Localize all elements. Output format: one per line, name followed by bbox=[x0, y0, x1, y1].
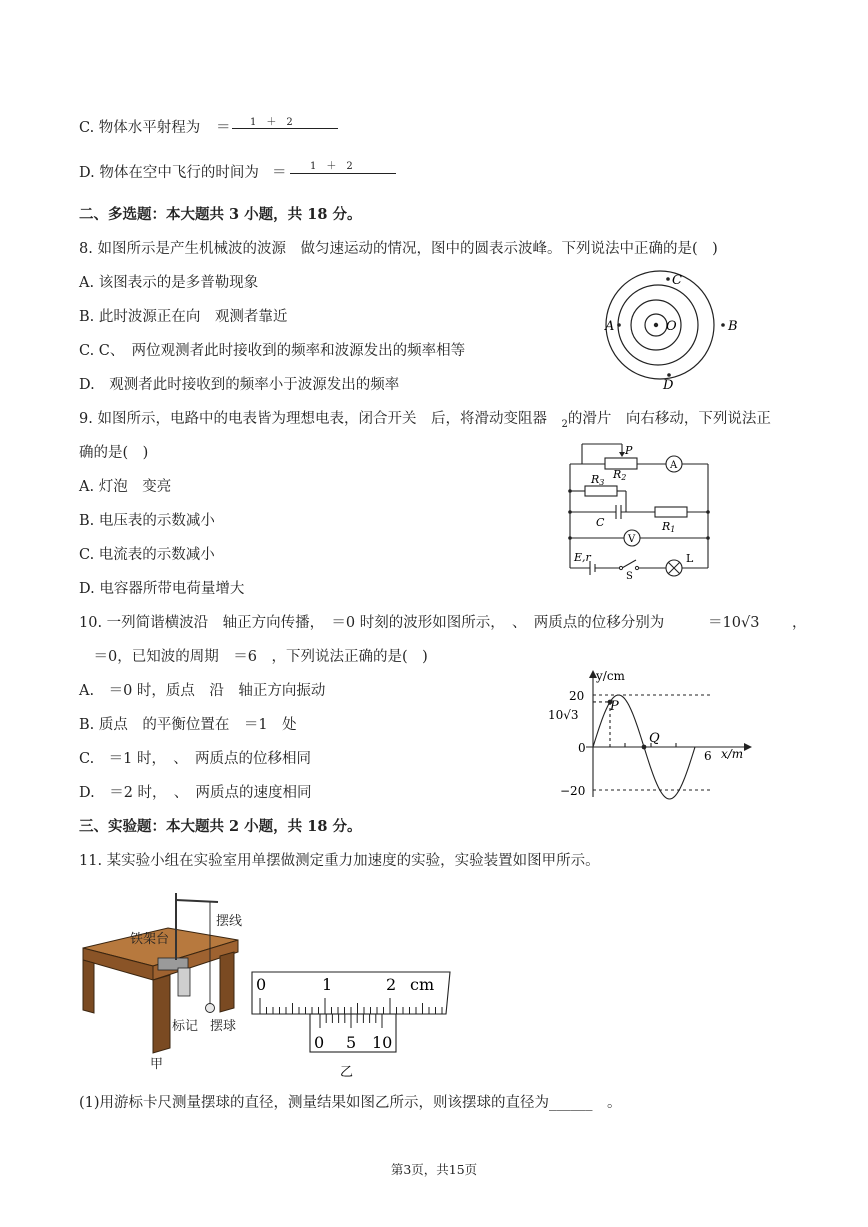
label-p: P bbox=[610, 699, 619, 714]
point-q bbox=[642, 745, 647, 750]
label-mark: 标记 bbox=[172, 1019, 199, 1034]
q10-option-a: A. ＝0 时，质点 沿 轴正方向振动 bbox=[79, 683, 326, 699]
observer-a-dot bbox=[617, 323, 621, 327]
page-footer: 第3页，共15页 bbox=[390, 1162, 478, 1177]
label-stand: 铁架台 bbox=[130, 932, 170, 947]
q9-option-b: B. 电压表的示数减小 bbox=[79, 513, 215, 529]
y-tick-minus20: −20 bbox=[560, 784, 586, 798]
vernier-label-0: 0 bbox=[314, 1033, 325, 1052]
q10-stem-line2: ＝0，已知波的周期 ＝6 ，下列说法正确的是( ) bbox=[79, 649, 428, 665]
q11-sub1-blank[interactable]: ______ bbox=[549, 1095, 593, 1111]
observer-c-dot bbox=[666, 277, 670, 281]
clamp-block bbox=[178, 968, 190, 996]
q8-option-a: A. 该图表示的是多普勒现象 bbox=[79, 275, 259, 291]
label-s: S bbox=[626, 571, 633, 580]
q11-figure-jia bbox=[78, 888, 253, 1078]
q11-sub1-text: (1)用游标卡尺测量摆球的直径，测量结果如图乙所示，则该摆球的直径为 bbox=[79, 1095, 550, 1111]
label-r1: R1 bbox=[662, 520, 676, 534]
pendulum-ball bbox=[206, 1004, 215, 1013]
q9-stem-line2: 确的是( ) bbox=[79, 445, 149, 461]
y-tick-10root3: 10√3 bbox=[548, 708, 579, 722]
label-o: O bbox=[666, 319, 677, 334]
voltmeter-label: V bbox=[628, 534, 636, 545]
resistor-r1 bbox=[655, 507, 687, 517]
vernier-label-10: 10 bbox=[372, 1033, 393, 1052]
label-d: D bbox=[663, 378, 674, 393]
q10-option-c: C. ＝1 时， 、 两质点的位移相同 bbox=[79, 751, 312, 767]
source-o-dot bbox=[654, 323, 658, 327]
label-p: P bbox=[625, 444, 633, 457]
label-r3: R3 bbox=[591, 473, 605, 487]
q7-option-d-eq: ＝ bbox=[272, 165, 287, 181]
q7-option-d: D. 物体在空中飞行的时间为 bbox=[79, 165, 259, 181]
table-leg-front bbox=[153, 975, 170, 1053]
q7-option-c-fraction-bar bbox=[232, 128, 338, 129]
q9-circuit-figure bbox=[560, 438, 720, 580]
switch-s bbox=[622, 560, 636, 568]
label-r2: R2 bbox=[613, 468, 627, 482]
section-3-heading: 三、实验题：本大题共 2 小题，共 18 分。 bbox=[79, 818, 362, 835]
ammeter-label: A bbox=[670, 460, 678, 471]
x-tick-6: 6 bbox=[704, 749, 712, 763]
q9-stem-subscript: 2 bbox=[561, 418, 568, 430]
q10-stem-line1: 10. 一列简谐横波沿 轴正方向传播， ＝0 时刻的波形如图所示， 、 两质点的位移分别为 bbox=[79, 615, 665, 631]
q7-option-c-eq: ＝ bbox=[216, 120, 231, 136]
caption-jia: 甲 bbox=[150, 1057, 164, 1072]
q10-option-d: D. ＝2 时， 、 两质点的速度相同 bbox=[79, 785, 312, 801]
y-axis-label: y/cm bbox=[596, 669, 625, 683]
stand-arm bbox=[176, 900, 218, 902]
q7-option-d-fraction-bar bbox=[290, 173, 396, 174]
label-er: E,r bbox=[574, 551, 591, 564]
q8-option-b: B. 此时波源正在向 观测者靠近 bbox=[79, 309, 288, 325]
q11-figure-yi-vernier bbox=[248, 968, 458, 1080]
label-ball: 摆球 bbox=[210, 1019, 237, 1034]
caption-yi: 乙 bbox=[340, 1065, 354, 1080]
q7-option-c: C. 物体水平射程为 bbox=[79, 120, 201, 136]
q8-option-c: C. C、 两位观测者此时接收到的频率和波源发出的频率相等 bbox=[79, 343, 466, 359]
label-l: L bbox=[686, 552, 694, 565]
q8-option-d: D. 观测者此时接收到的频率小于波源发出的频率 bbox=[79, 377, 400, 393]
q8-stem: 8. 如图所示是产生机械波的波源 做匀速运动的情况，图中的圆表示波峰。下列说法中正确的是( ) bbox=[79, 241, 718, 257]
main-label-0: 0 bbox=[256, 975, 267, 994]
main-unit: cm bbox=[410, 975, 435, 994]
x-axis-label: x/m bbox=[721, 747, 744, 761]
q10-wave-figure bbox=[538, 662, 768, 802]
observer-b-dot bbox=[721, 323, 725, 327]
label-a: A bbox=[605, 319, 615, 334]
section-2-heading: 二、多选题：本大题共 3 小题，共 18 分。 bbox=[79, 206, 362, 223]
q7-option-c-fraction-numerator: 1 ＋ 2 bbox=[250, 117, 293, 128]
q9-option-a: A. 灯泡 变亮 bbox=[79, 479, 172, 495]
q9-stem-part1: 9. 如图所示，电路中的电表皆为理想电表，闭合开关 后，将滑动变阻器 bbox=[79, 411, 562, 427]
q9-stem-part2: 的滑片 向右移动，下列说法正 bbox=[567, 411, 771, 427]
q11-stem: 11. 某实验小组在实验室用单摆做测定重力加速度的实验，实验装置如图甲所示。 bbox=[79, 853, 600, 869]
q11-sub1 bbox=[79, 1093, 622, 1113]
q9-option-d: D. 电容器所带电荷量增大 bbox=[79, 581, 245, 597]
main-label-1: 1 bbox=[322, 975, 333, 994]
resistor-r3 bbox=[585, 486, 617, 496]
q9-stem-line1 bbox=[79, 409, 771, 435]
y-tick-0: 0 bbox=[578, 741, 586, 755]
y-tick-20: 20 bbox=[569, 689, 585, 703]
label-q: Q bbox=[649, 731, 660, 746]
label-c: C bbox=[596, 516, 605, 529]
main-label-2: 2 bbox=[386, 975, 397, 994]
q7-option-d-fraction-numerator: 1 ＋ 2 bbox=[310, 161, 353, 172]
q10-stem-value: ＝10√3 bbox=[708, 615, 760, 631]
q11-sub1-end: 。 bbox=[592, 1095, 622, 1111]
q9-option-c: C. 电流表的示数减小 bbox=[79, 547, 215, 563]
observer-d-dot bbox=[667, 373, 671, 377]
label-c: C bbox=[672, 273, 682, 288]
vernier-label-5: 5 bbox=[346, 1033, 357, 1052]
q8-doppler-figure bbox=[595, 265, 765, 393]
q10-stem-comma: ， bbox=[792, 615, 807, 631]
q10-option-b: B. 质点 的平衡位置在 ＝1 处 bbox=[79, 717, 297, 733]
label-string: 摆线 bbox=[216, 914, 243, 929]
label-b: B bbox=[728, 319, 738, 334]
